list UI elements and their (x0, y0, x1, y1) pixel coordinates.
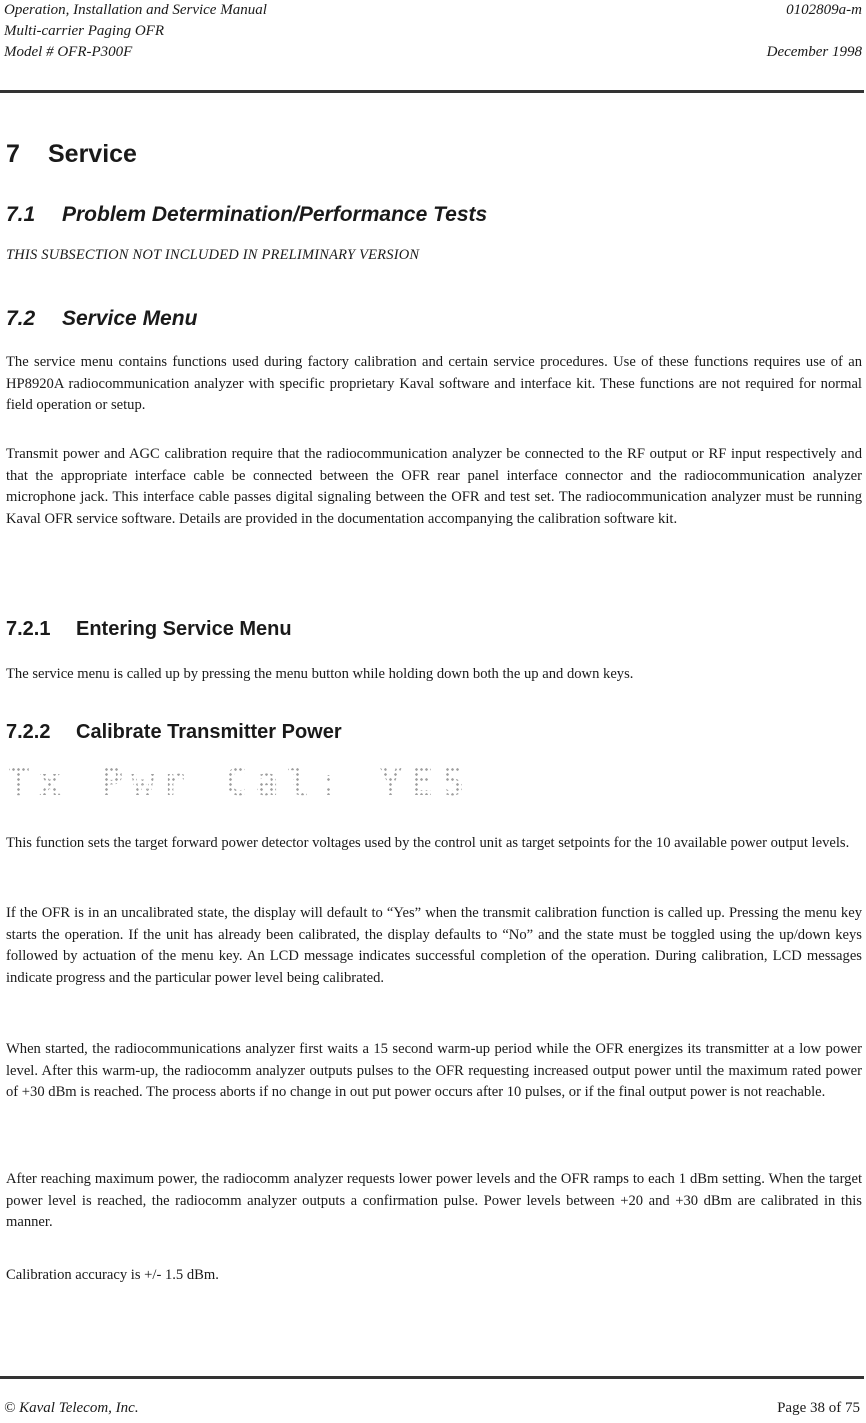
lcd-character: P (100, 760, 124, 804)
section-number: 7 (6, 140, 20, 168)
section-number: 7.1 (6, 203, 36, 226)
lcd-character: : (317, 760, 341, 804)
section-7-1-heading (6, 203, 487, 227)
model-number: Model # OFR-P300F (4, 44, 133, 60)
section-number: 7.2.1 (6, 618, 51, 640)
tx-cal-paragraph-4: After reaching maximum power, the radiocomm analyzer requests lower power levels and the OFR ramps to each 1 dBm setting. When the target power level is reached, the radiocomm analyzer outputs a confirmation pulse. Power levels between +20 and +30 dBm are calibrated in this manner. (6, 1171, 862, 1230)
lcd-character: Y (379, 760, 403, 804)
lcd-character: w (131, 760, 155, 804)
doc-date: December 1998 (766, 44, 862, 60)
section-title: Calibrate Transmitter Power (76, 721, 342, 743)
lcd-character: l (286, 760, 310, 804)
tx-cal-paragraph-5: Calibration accuracy is +/- 1.5 dBm. (6, 1267, 219, 1283)
lcd-character: a (255, 760, 279, 804)
tx-cal-paragraph-1: This function sets the target forward power detector voltages used by the control unit as target setpoints for the 10 available power output levels. (6, 835, 850, 851)
section-title: Service Menu (62, 307, 198, 330)
section-number: 7.2 (6, 307, 36, 330)
section-7-heading (6, 140, 137, 169)
section-7-2-heading (6, 307, 197, 331)
header-gap (767, 21, 862, 42)
header-rule (0, 90, 864, 93)
page-number: Page 38 of 75 (777, 1400, 860, 1416)
preliminary-note: THIS SUBSECTION NOT INCLUDED IN PRELIMINARY VERSION (6, 247, 420, 263)
lcd-character: E (410, 760, 434, 804)
header-left (4, 0, 267, 63)
manual-title: Operation, Installation and Service Manual (4, 2, 267, 18)
service-menu-paragraph-2: Transmit power and AGC calibration require that the radiocommunication analyzer be connected to the RF output or RF input respectively and that the appropriate interface cable be connected between the OFR rear panel interface connector and the radiocommunication analyzer microphone jack. This interface cable passes digital signaling between the OFR and test set. The radiocommunication analyzer must be running Kaval OFR service software. Details are provided in the documentation accompanying the calibration software kit. (6, 446, 862, 527)
lcd-character: x (38, 760, 62, 804)
section-title: Entering Service Menu (76, 618, 292, 640)
page-header (2, 0, 864, 70)
section-7-2-2-heading (6, 721, 342, 744)
header-right (767, 0, 862, 63)
service-menu-paragraph-1: The service menu contains functions used during factory calibration and certain service procedures. Use of these functions requires use of an HP8920A radiocommunication analyzer with specific proprietary Kaval software and interface kit. These functions are not required for normal field operation or setup. (6, 354, 862, 413)
doc-number: 0102809a-m (786, 2, 862, 18)
section-title: Service (48, 140, 137, 168)
lcd-display (6, 762, 471, 806)
section-7-2-1-heading (6, 618, 292, 641)
section-number: 7.2.2 (6, 721, 51, 743)
footer-rule (0, 1376, 864, 1379)
lcd-character (347, 762, 373, 802)
tx-cal-paragraph-2: If the OFR is in an uncalibrated state, the display will default to “Yes” when the transmit calibration function is called up. Pressing the menu key starts the operation. If the unit has already been calibrated, the display defaults to “No” and the state must be toggled using the up/down keys followed by actuation of the menu key. An LCD message indicates successful completion of the operation. During calibration, LCD messages indicate progress and the particular power level being calibrated. (6, 905, 862, 986)
lcd-character: T (7, 760, 31, 804)
entering-menu-paragraph: The service menu is called up by pressing the menu button while holding down both the up and down keys. (6, 666, 634, 682)
section-title: Problem Determination/Performance Tests (62, 203, 488, 226)
tx-cal-paragraph-3: When started, the radiocommunications analyzer first waits a 15 second warm-up period while the OFR energizes its transmitter at a low power level. After this warm-up, the radiocomm analyzer outputs pulses to the OFR requesting increased output power until the maximum rated power of +30 dBm is reached. The process aborts if no change in out put power occurs after 10 pulses, or if the final output power is not reachable. (6, 1041, 862, 1100)
product-name: Multi-carrier Paging OFR (4, 23, 164, 39)
copyright: © Kaval Telecom, Inc. (4, 1400, 139, 1416)
lcd-character (68, 762, 94, 802)
lcd-character: S (441, 760, 465, 804)
lcd-character: C (224, 760, 248, 804)
lcd-character: r (162, 760, 186, 804)
lcd-character (192, 762, 218, 802)
